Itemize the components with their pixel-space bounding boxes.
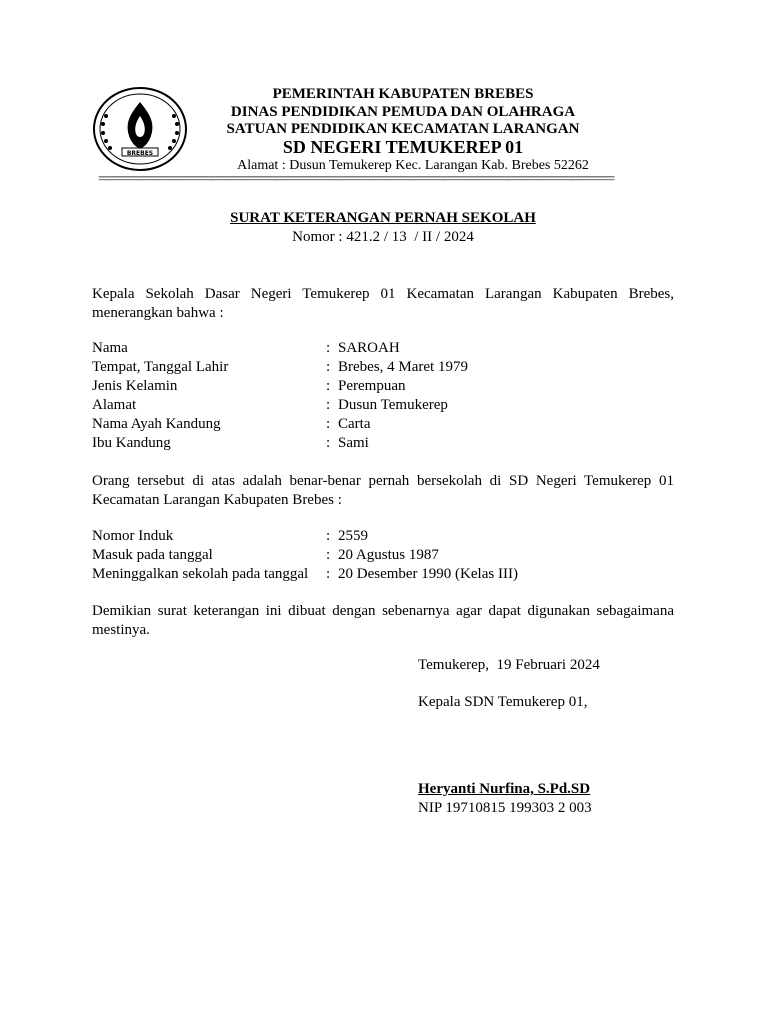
closing-paragraph: Demikian surat keterangan ini dibuat dengan sebenarnya agar dapat digunakan sebagaimana mestinya. — [92, 603, 674, 638]
field-value: Dusun Temukerep — [338, 397, 448, 413]
field-row — [92, 377, 674, 396]
field-value: 20 Desember 1990 (Kelas III) — [338, 566, 518, 582]
field-row — [92, 527, 674, 546]
field-row — [92, 415, 674, 434]
field-label: Masuk pada tanggal — [92, 547, 213, 563]
field-value: Perempuan — [338, 378, 406, 394]
svg-text:BREBES: BREBES — [126, 150, 154, 157]
field-label: Meninggalkan sekolah pada tanggal — [92, 566, 309, 582]
field-row — [92, 396, 674, 415]
identity-fields — [92, 339, 674, 453]
field-value: Brebes, 4 Maret 1979 — [338, 359, 468, 375]
field-colon: : — [326, 378, 331, 394]
field-colon: : — [326, 416, 331, 432]
field-row — [92, 339, 674, 358]
statement-paragraph: Orang tersebut di atas adalah benar-benar pernah bersekolah di SD Negeri Temukerep 01 Kecamatan Larangan Kabupaten Brebes : — [92, 473, 674, 508]
letterhead-divider: ================================================================================ — [98, 173, 614, 187]
school-record-fields — [92, 527, 674, 584]
field-colon: : — [326, 397, 331, 413]
letterhead-unit: SATUAN PENDIDIKAN KECAMATAN LARANGAN — [226, 121, 580, 137]
field-label: Nomor Induk — [92, 528, 174, 544]
signatory-nip: NIP 19710815 199303 2 003 — [418, 800, 592, 816]
field-value: Sami — [338, 435, 369, 451]
field-colon: : — [326, 566, 331, 582]
field-colon: : — [326, 528, 331, 544]
letterhead-school-name: SD NEGERI TEMUKEREP 01 — [282, 137, 524, 157]
field-label: Jenis Kelamin — [92, 378, 178, 394]
field-label: Nama Ayah Kandung — [92, 416, 221, 432]
field-colon: : — [326, 435, 331, 451]
intro-paragraph: Kepala Sekolah Dasar Negeri Temukerep 01 Kecamatan Larangan Kabupaten Brebes, menerangkan bahwa : — [92, 286, 674, 321]
field-row — [92, 358, 674, 377]
field-value: Carta — [338, 416, 371, 432]
signatory-name: Heryanti Nurfina, S.Pd.SD — [418, 781, 591, 797]
field-colon: : — [326, 340, 331, 356]
signature-role: Kepala SDN Temukerep 01, — [418, 694, 588, 710]
field-value: 2559 — [338, 528, 368, 544]
field-row — [92, 434, 674, 453]
field-value: SAROAH — [338, 340, 400, 356]
field-label: Alamat — [92, 397, 137, 413]
letterhead-address: Alamat : Dusun Temukerep Kec. Larangan Kab. Brebes 52262 — [237, 158, 589, 173]
field-colon: : — [326, 547, 331, 563]
field-label: Tempat, Tanggal Lahir — [92, 359, 229, 375]
field-row — [92, 565, 674, 584]
signature-place-date: Temukerep, 19 Februari 2024 — [418, 657, 600, 673]
field-label: Nama — [92, 340, 128, 356]
field-label: Ibu Kandung — [92, 435, 171, 451]
letterhead-government: PEMERINTAH KABUPATEN BREBES — [272, 86, 534, 102]
letterhead-department: DINAS PENDIDIKAN PEMUDA DAN OLAHRAGA — [230, 104, 576, 120]
field-row — [92, 546, 674, 565]
field-colon: : — [326, 359, 331, 375]
field-value: 20 Agustus 1987 — [338, 547, 439, 563]
document-title: SURAT KETERANGAN PERNAH SEKOLAH — [230, 210, 536, 226]
document-number: Nomor : 421.2 / 13 / II / 2024 — [292, 229, 474, 245]
